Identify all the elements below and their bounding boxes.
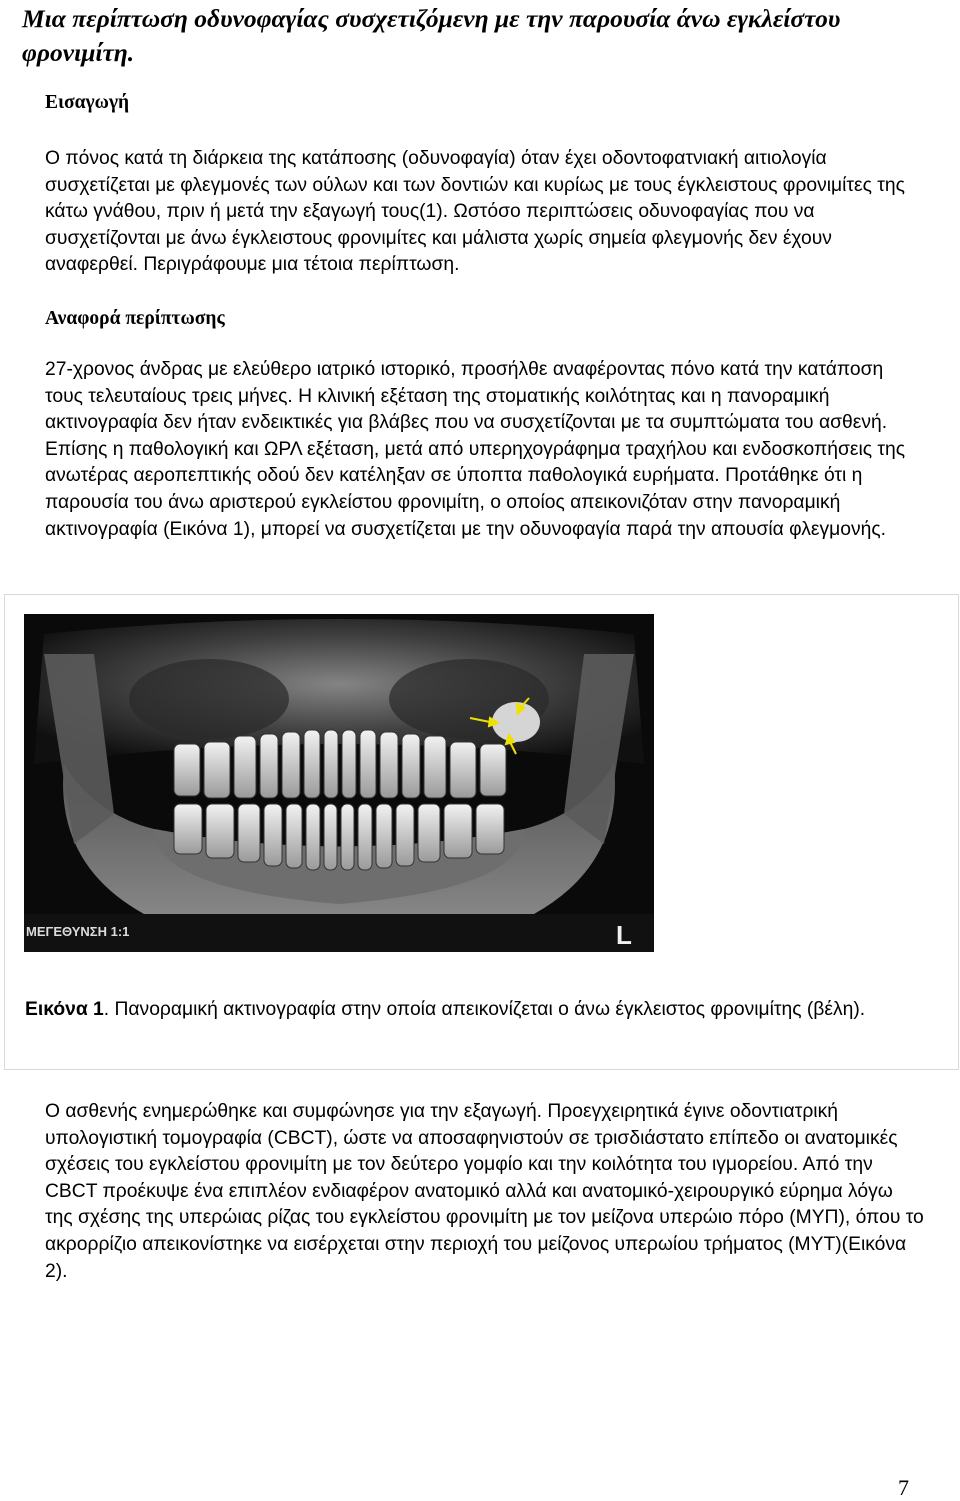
panoramic-xray-image	[24, 614, 654, 952]
magnification-label: ΜΕΓΕΘΥΝΣΗ 1:1	[26, 924, 130, 939]
article-title: Μια περίπτωση οδυνοφαγίας συσχετιζόμενη με την παρουσία άνω εγκλείστου φρονιμίτη.	[22, 4, 841, 67]
case-report-heading: Αναφορά περίπτωσης	[45, 308, 225, 329]
case-report-paragraph: 27-χρονος άνδρας με ελεύθερο ιατρικό ιστορικό, προσήλθε αναφέροντας πόνο κατά την κατάποση τους τελευταίους τρεις μήνες. Η κλινική εξέταση της στοματικής κοιλότητας και η πανοραμική ακτινογραφία δεν ήταν ενδεικτικές για βλάβες που να συσχετίζονται με τα συμπτώματα του ασθενή. Επίσης η παθολογική και ΩΡΛ εξέταση, μετά από υπερηχογράφημα τραχήλου και ενδοσκοπήσεις της ανωτέρας αεροπεπτικής οδού δεν κατέληξαν σε ύποπτα παθολογικά ευρήματα. Προτάθηκε ότι η παρουσία του άνω αριστερού εγκλείστου φρονιμίτη, ο οποίος απεικονιζόταν στην πανοραμική ακτινογραφία (Εικόνα 1), μπορεί να συσχετίζεται με την οδυνοφαγία παρά την απουσία φλεγμονής.	[45, 359, 906, 540]
page-number: 7	[898, 1475, 909, 1500]
continuation-paragraph: Ο ασθενής ενημερώθηκε και συμφώνησε για την εξαγωγή. Προεγχειρητικά έγινε οδοντιατρική υπολογιστική τομογραφία (CBCT), ώστε να αποσαφηνιστούν σε τρισδιάστατο επίπεδο οι ανατομικές σχέσεις του εγκλείστου φρονιμίτη με τον δεύτερο γομφίο και την κοιλότητα του ιγμορείου. Από την CBCT προέκυψε ένα επιπλέον ενδιαφέρον ανατομικό αλλά και ανατομικό-χειρουργικό εύρημα λόγω της σχέσης της υπερώιας ρίζας του εγκλείστου φρονιμίτη με τον μείζονα υπερώιο πόρο (ΜΥΠ), όπου το ακρορρίζιο απεικονίστηκε να εισέρχεται στην περιοχή του μείζονος υπερωίου τρήματος (ΜΥΤ)(Εικόνα 2).	[45, 1101, 924, 1282]
introduction-paragraph: Ο πόνος κατά τη διάρκεια της κατάποσης (οδυνοφαγία) όταν έχει οδοντοφατνιακή αιτιολογία συσχετίζεται με φλεγμονές των ούλων και των δοντιών και κυρίως με τους έγκλειστους φρονιμίτες της κάτω γνάθου, πριν ή μετά την εξαγωγή τους(1). Ωστόσο περιπτώσεις οδυνοφαγίας που να συσχετίζονται με άνω έγκλειστους φρονιμίτες και μάλιστα χωρίς σημεία φλεγμονής δεν έχουν αναφερθεί. Περιγράφουμε μια τέτοια περίπτωση.	[45, 148, 905, 276]
side-marker-label: L	[616, 920, 632, 950]
figure-caption-text: . Πανοραμική ακτινογραφία στην οποία απεικονίζεται ο άνω έγκλειστος φρονιμίτης (βέλη).	[103, 999, 866, 1020]
introduction-heading: Εισαγωγή	[45, 92, 130, 113]
figure-caption-label: Εικόνα 1	[25, 999, 104, 1020]
figure-1-caption	[25, 997, 925, 1024]
